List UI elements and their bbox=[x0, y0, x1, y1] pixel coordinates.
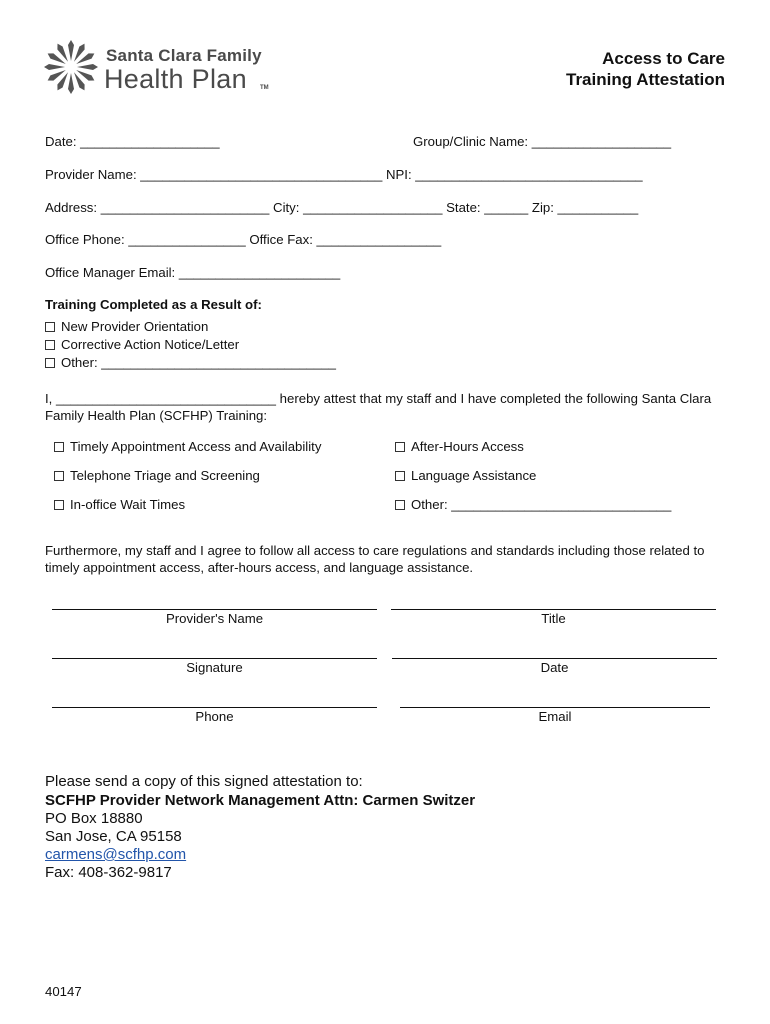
training-option[interactable]: New Provider Orientation bbox=[45, 319, 208, 334]
phone-line[interactable] bbox=[52, 707, 377, 708]
topic-option[interactable]: Telephone Triage and Screening bbox=[54, 468, 260, 483]
logo bbox=[42, 38, 282, 98]
topic-option[interactable]: Timely Appointment Access and Availability bbox=[54, 439, 321, 454]
form-number: 40147 bbox=[45, 984, 82, 999]
page-title bbox=[566, 48, 725, 90]
topic-option[interactable]: Other: ______________________________ bbox=[395, 497, 671, 512]
title-line[interactable] bbox=[391, 609, 716, 610]
training-heading: Training Completed as a Result of: bbox=[45, 297, 262, 312]
providers-name-line[interactable] bbox=[52, 609, 377, 610]
signature-label: Signature bbox=[186, 660, 243, 675]
group-clinic-field[interactable]: Group/Clinic Name: ___________________ bbox=[413, 134, 672, 149]
office-phone-fax-field[interactable]: Office Phone: ________________ Office Fax: _________________ bbox=[45, 232, 442, 247]
email-line[interactable] bbox=[400, 707, 710, 708]
send-fax: Fax: 408-362-9817 bbox=[45, 864, 172, 881]
logo-mark-icon bbox=[42, 38, 100, 96]
checkbox[interactable] bbox=[54, 500, 64, 510]
signature-line[interactable] bbox=[52, 658, 377, 659]
send-city: San Jose, CA 95158 bbox=[45, 828, 182, 845]
send-intro: Please send a copy of this signed attestation to: bbox=[45, 773, 363, 790]
office-manager-email-field[interactable]: Office Manager Email: ______________________ bbox=[45, 265, 341, 280]
topic-option[interactable]: In-office Wait Times bbox=[54, 497, 185, 512]
date-label: Date bbox=[540, 660, 569, 675]
email-label: Email bbox=[538, 709, 572, 724]
logo-line2: Health Plan bbox=[104, 64, 247, 94]
send-email-link[interactable]: carmens@scfhp.com bbox=[45, 846, 187, 863]
date-field[interactable]: Date: ___________________ bbox=[45, 134, 220, 149]
provider-npi-field[interactable]: Provider Name: _________________________________ NPI: _______________________________ bbox=[45, 167, 643, 182]
checkbox[interactable] bbox=[54, 471, 64, 481]
title-line2: Training Attestation bbox=[566, 70, 725, 89]
phone-label: Phone bbox=[195, 709, 234, 724]
send-attn: SCFHP Provider Network Management Attn: Carmen Switzer bbox=[45, 792, 476, 809]
agreement-text: Furthermore, my staff and I agree to follow all access to care regulations and standards including those related to timely appointment access, after-hours access, and language assistance. bbox=[45, 543, 705, 575]
topic-option[interactable]: After-Hours Access bbox=[395, 439, 524, 454]
providers-name-label: Provider's Name bbox=[165, 611, 264, 626]
checkbox[interactable] bbox=[45, 340, 55, 350]
address-field[interactable]: Address: _______________________ City: ___________________ State: ______ Zip: ___________ bbox=[45, 200, 639, 215]
checkbox[interactable] bbox=[395, 442, 405, 452]
send-po-box: PO Box 18880 bbox=[45, 810, 143, 827]
checkbox[interactable] bbox=[395, 500, 405, 510]
checkbox[interactable] bbox=[395, 471, 405, 481]
training-option[interactable]: Corrective Action Notice/Letter bbox=[45, 337, 239, 352]
title-label: Title bbox=[541, 611, 566, 626]
logo-tm: TM bbox=[260, 85, 269, 91]
checkbox[interactable] bbox=[45, 358, 55, 368]
date-line[interactable] bbox=[392, 658, 717, 659]
training-option[interactable]: Other: ________________________________ bbox=[45, 355, 336, 370]
topic-option[interactable]: Language Assistance bbox=[395, 468, 536, 483]
checkbox[interactable] bbox=[54, 442, 64, 452]
title-line1: Access to Care bbox=[602, 49, 725, 68]
logo-line1: Santa Clara Family bbox=[106, 46, 262, 65]
attestation-text: I, ______________________________ hereby attest that my staff and I have completed the following Santa Clara Family Health Plan (SCFHP) Training: bbox=[45, 391, 712, 423]
checkbox[interactable] bbox=[45, 322, 55, 332]
